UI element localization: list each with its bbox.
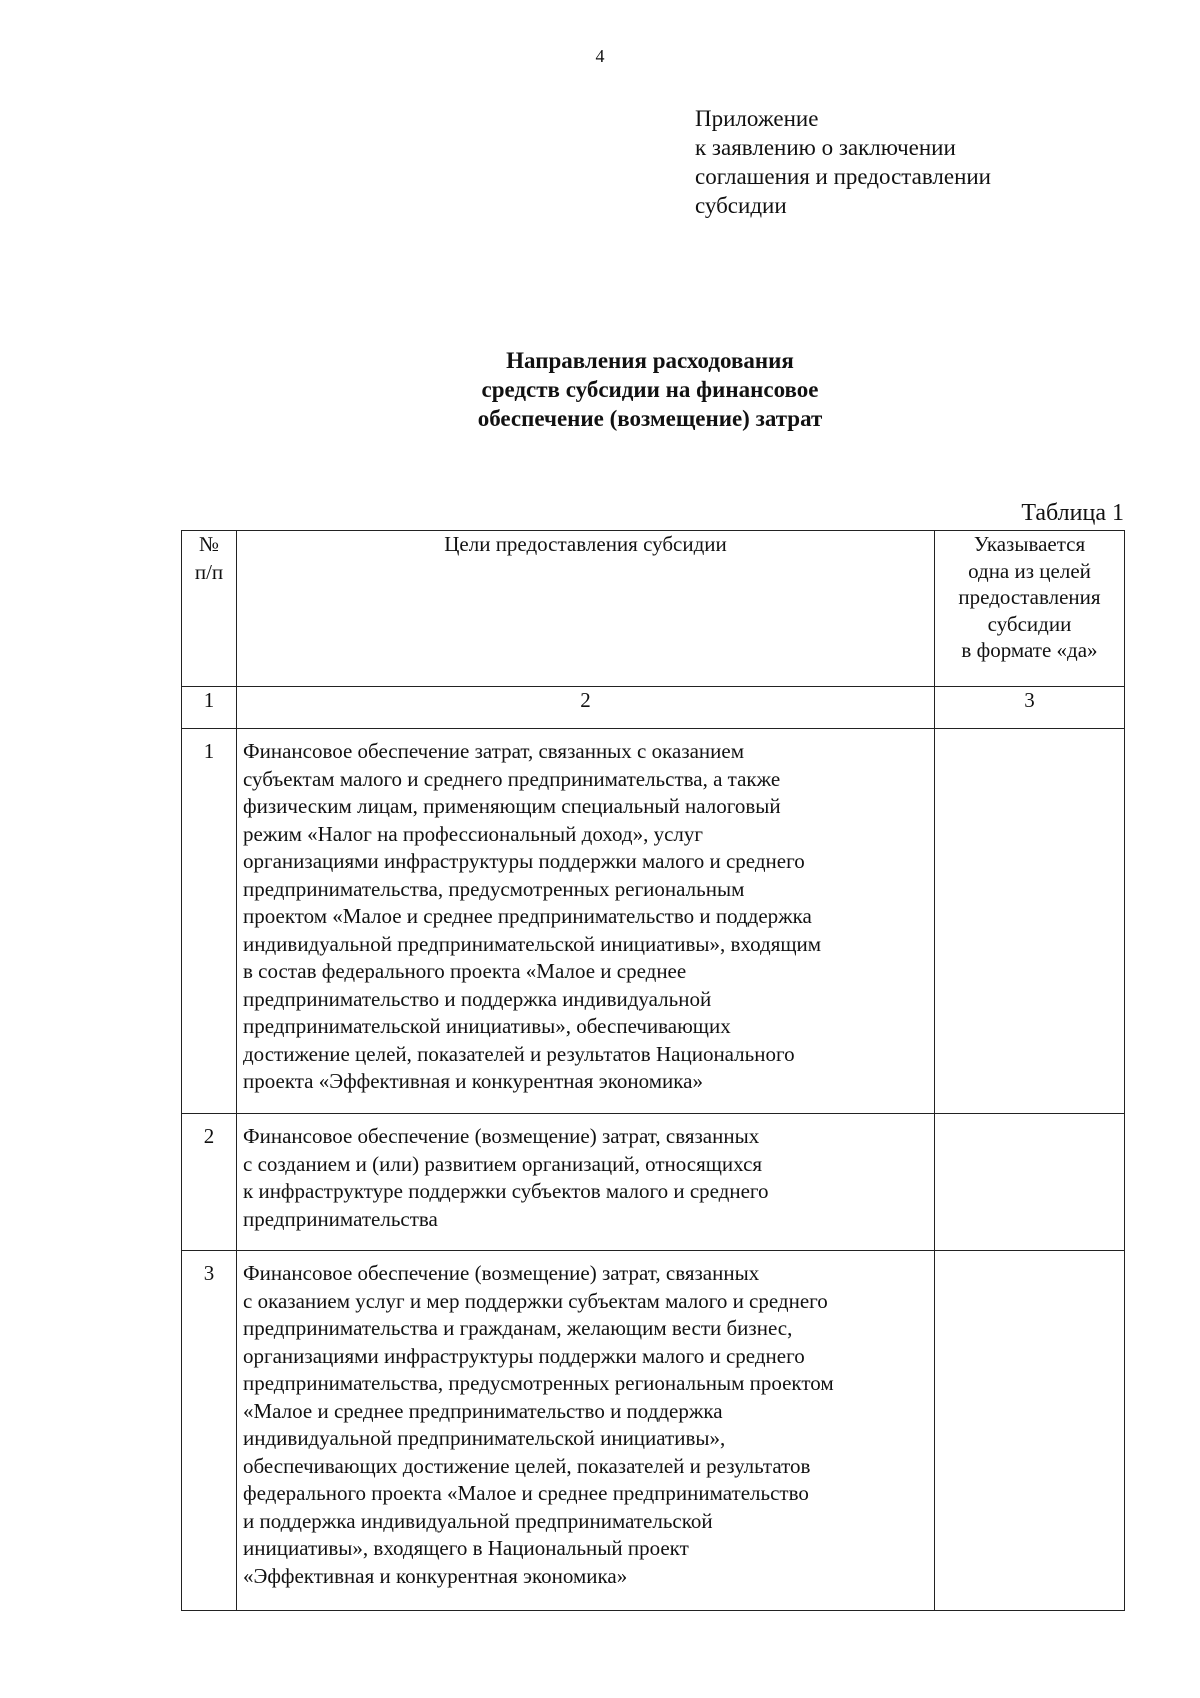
appendix-line: субсидии [695, 193, 787, 218]
column-number: 1 [182, 687, 237, 729]
table-row [182, 1114, 1125, 1251]
goal-line: проектом «Малое и среднее предпринимательство и поддержка [243, 904, 812, 928]
subsidy-goals-table [181, 530, 1125, 1611]
header-mark-line: предоставления [958, 585, 1101, 609]
goal-description [237, 1251, 935, 1611]
header-goal-cell [237, 531, 935, 687]
goal-line: организациями инфраструктуры поддержки малого и среднего [243, 849, 805, 873]
header-number-sign: № [198, 532, 220, 556]
header-mark-line: Указывается [973, 532, 1086, 556]
goal-line: предпринимательства, предусмотренных региональным проектом [243, 1371, 834, 1395]
goal-line: и поддержка индивидуальной предпринимательской [243, 1508, 713, 1533]
table-row [182, 1251, 1125, 1611]
title-line: обеспечение (возмещение) затрат [477, 406, 823, 431]
appendix-line: Приложение [695, 106, 819, 131]
goal-line: индивидуальной предпринимательской инициативы», входящим [243, 931, 822, 956]
header-mark-line: субсидии [987, 611, 1072, 636]
header-mark-line: в формате «да» [961, 638, 1098, 662]
goal-description [237, 1114, 935, 1251]
goal-line: режим «Налог на профессиональный доход», услуг [243, 821, 703, 846]
goal-line: «Малое и среднее предпринимательство и поддержка [243, 1398, 723, 1423]
header-number-abbr: п/п [194, 559, 224, 584]
goal-line: предпринимательство и поддержка индивидуальной [243, 986, 712, 1011]
goal-line: обеспечивающих достижение целей, показателей и результатов [243, 1453, 811, 1478]
header-goal-label: Цели предоставления субсидии [444, 532, 727, 556]
row-number: 3 [182, 1251, 237, 1611]
mark-cell[interactable] [935, 1251, 1125, 1611]
header-number-cell [182, 531, 237, 687]
table-caption: Таблица 1 [1021, 500, 1124, 526]
title-line: Направления расходования [506, 348, 794, 373]
goal-line: к инфраструктуре поддержки субъектов малого и среднего [243, 1179, 769, 1203]
mark-cell[interactable] [935, 729, 1125, 1114]
header-mark-line: одна из целей [968, 558, 1091, 583]
header-mark-cell [935, 531, 1125, 687]
table-header-row [182, 531, 1125, 687]
goal-line: федерального проекта «Малое и среднее предпринимательство [243, 1481, 809, 1505]
goal-line: организациями инфраструктуры поддержки малого и среднего [243, 1343, 805, 1368]
goal-line: предпринимательской инициативы», обеспечивающих [243, 1014, 731, 1038]
document-title [0, 346, 1200, 433]
title-line: средств субсидии на финансовое [481, 377, 819, 402]
table-row [182, 729, 1125, 1114]
goal-line: проекта «Эффективная и конкурентная экономика» [243, 1069, 703, 1093]
goal-line: субъектам малого и среднего предпринимательства, а также [243, 766, 781, 791]
goal-line: физическим лицам, применяющим специальный налоговый [243, 794, 781, 818]
appendix-line: соглашения и предоставлении [695, 164, 991, 189]
goal-line: с созданием и (или) развитием организаций, относящихся [243, 1151, 763, 1176]
goal-line: в состав федерального проекта «Малое и среднее [243, 959, 687, 983]
goal-line: с оказанием услуг и мер поддержки субъектам малого и среднего [243, 1288, 828, 1313]
goal-line: предпринимательства и гражданам, желающим вести бизнес, [243, 1316, 793, 1340]
appendix-line: к заявлению о заключении [695, 135, 956, 160]
goal-line: инициативы», входящего в Национальный проект [243, 1536, 689, 1560]
column-number: 2 [237, 687, 935, 729]
appendix-note [695, 104, 991, 220]
goal-line: предпринимательства, предусмотренных региональным [243, 876, 745, 901]
goal-line: достижение целей, показателей и результатов Национального [243, 1041, 795, 1066]
goal-line: Финансовое обеспечение затрат, связанных с оказанием [243, 739, 745, 763]
goal-line: индивидуальной предпринимательской инициативы», [243, 1426, 726, 1450]
row-number: 1 [182, 729, 237, 1114]
goal-line: Финансовое обеспечение (возмещение) затрат, связанных [243, 1261, 760, 1285]
row-number: 2 [182, 1114, 237, 1251]
goal-line: предпринимательства [243, 1206, 438, 1231]
page-number: 4 [595, 46, 605, 66]
goal-line: «Эффективная и конкурентная экономика» [243, 1563, 628, 1588]
goal-line: Финансовое обеспечение (возмещение) затрат, связанных [243, 1124, 760, 1148]
goal-description [237, 729, 935, 1114]
mark-cell[interactable] [935, 1114, 1125, 1251]
column-numbers-row [182, 687, 1125, 729]
column-number: 3 [935, 687, 1125, 729]
